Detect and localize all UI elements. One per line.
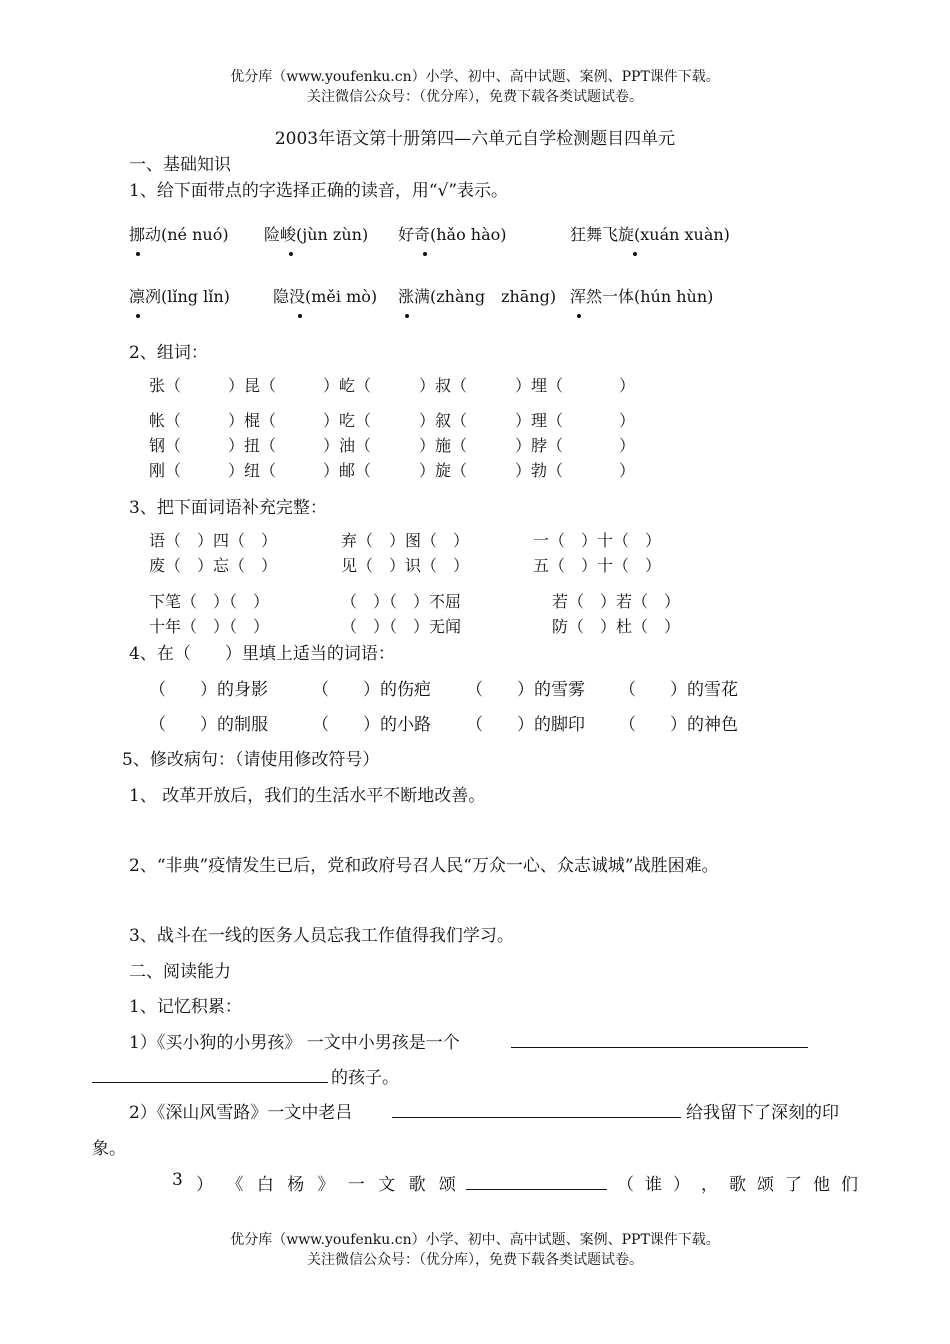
word-group-cell: ）叔（	[419, 376, 468, 395]
idiom-cell: 一（ ）十（ ）	[533, 531, 662, 550]
emphasis-dot	[405, 314, 409, 318]
reading-item-1-suffix: 的孩子。	[331, 1068, 399, 1088]
idiom-cell: 若（ ）若（ ）	[552, 592, 681, 611]
char: 们	[841, 1175, 858, 1195]
footer-line-1: 优分库（www.youfenku.cn）小学、初中、高中试题、案例、PPT课件下载。	[230, 1232, 720, 1248]
idiom-cell: 十年（ ）（ ）	[149, 617, 270, 636]
emphasis-dot	[577, 314, 581, 318]
sentence-item-2: 2、“非典”疫情发生已后，党和政府号召人民“万众一心、众志诚城”战胜困难。	[129, 856, 719, 876]
emphasis-dot	[136, 314, 140, 318]
reading-item-1-text: 1）《买小狗的小男孩》 一文中小男孩是一个	[129, 1033, 460, 1053]
char: 谁	[645, 1175, 662, 1195]
question-5-prompt: 5、修改病句：（请使用修改符号）	[122, 750, 380, 770]
word-group-cell: ）埋（	[515, 376, 564, 395]
char: 歌	[729, 1175, 746, 1195]
question-4-prompt: 4、在（ ）里填上适当的词语：	[129, 644, 395, 664]
emphasis-dot	[298, 314, 302, 318]
pinyin-item: 好奇(hǎo hào)	[398, 225, 507, 244]
char: 》	[317, 1175, 335, 1195]
word-group-cell: ）叙（	[419, 411, 468, 430]
char: 白	[256, 1175, 274, 1195]
char: 《	[226, 1175, 244, 1195]
idiom-cell: 五（ ）十（ ）	[533, 556, 662, 575]
word-group-cell: 张（	[149, 376, 182, 395]
header-line-2: 关注微信公众号：（优分库），免费下载各类试题试卷。	[307, 89, 643, 105]
char: ，	[701, 1175, 718, 1195]
answer-blank[interactable]	[92, 1082, 328, 1083]
idiom-cell: （ ）（ ）不屈	[341, 592, 462, 611]
char: 颂	[757, 1175, 774, 1195]
section-heading-reading: 二、阅读能力	[129, 962, 231, 982]
word-group-cell: ）勃（	[515, 461, 564, 480]
char: 颂	[438, 1175, 456, 1195]
idiom-cell: 见（ ）识（ ）	[341, 556, 470, 575]
word-group-cell: ）理（	[515, 411, 564, 430]
fill-word-cell: （ ）的身影	[149, 680, 268, 700]
pinyin-item: 挪动(né nuó)	[129, 225, 229, 244]
fill-word-cell: （ ）的雪雾	[466, 680, 585, 700]
word-group-cell: ）旋（	[419, 461, 468, 480]
word-group-cell: ）	[619, 376, 636, 395]
word-group-cell: ）昆（	[228, 376, 277, 395]
word-group-cell: ）棍（	[228, 411, 277, 430]
char: 一	[347, 1175, 365, 1195]
char: 杨	[287, 1175, 305, 1195]
idiom-cell: 下笔（ ）（ ）	[149, 592, 270, 611]
word-group-cell: ）邮（	[323, 461, 372, 480]
idiom-cell: 防（ ）杜（ ）	[552, 617, 681, 636]
sentence-item-1: 1、 改革开放后，我们的生活水平不断地改善。	[129, 786, 486, 806]
word-group-cell: ）	[619, 411, 636, 430]
word-group-cell: ）油（	[323, 436, 372, 455]
pinyin-item: 浑然一体(hún hùn)	[570, 287, 714, 306]
reading-item-3-suffix	[617, 1170, 858, 1195]
word-group-cell: 刚（	[149, 461, 182, 480]
word-group-cell: ）扭（	[228, 436, 277, 455]
sentence-item-3: 3、战斗在一线的医务人员忘我工作值得我们学习。	[129, 926, 514, 946]
question-1-prompt: 1、给下面带点的字选择正确的读音，用“√”表示。	[129, 181, 509, 201]
fill-word-cell: （ ）的小路	[312, 715, 431, 735]
pinyin-item: 涨满(zhàng zhāng)	[398, 287, 557, 306]
char: 歌	[408, 1175, 426, 1195]
pinyin-item: 隐没(měi mò)	[273, 287, 378, 306]
question-2-prompt: 2、组词：	[129, 343, 208, 363]
char: ）	[673, 1175, 690, 1195]
pinyin-item: 凛冽(lǐng lǐn)	[129, 287, 230, 306]
char: ）	[196, 1175, 214, 1195]
pinyin-item: 狂舞飞旋(xuán xuàn)	[570, 225, 730, 244]
reading-item-3-text	[172, 1170, 456, 1195]
word-group-cell: ）	[619, 436, 636, 455]
page-title: 2003年语文第十册第四—六单元自学检测题目四单元	[274, 129, 676, 149]
char: （	[617, 1175, 634, 1195]
section-heading-basics: 一、基础知识	[129, 155, 231, 175]
pinyin-item: 险峻(jùn zùn)	[264, 225, 369, 244]
emphasis-dot	[633, 252, 637, 256]
reading-item-2-text: 2）《深山风雪路》一文中老吕	[129, 1103, 353, 1123]
memory-subheading: 1、记忆积累：	[129, 997, 242, 1017]
fill-word-cell: （ ）的伤疤	[312, 680, 431, 700]
char: 文	[378, 1175, 396, 1195]
word-group-cell: ）	[619, 461, 636, 480]
idiom-cell: （ ）（ ）无闻	[341, 617, 462, 636]
word-group-cell: ）屹（	[323, 376, 372, 395]
fill-word-cell: （ ）的神色	[619, 715, 738, 735]
word-group-cell: ）脖（	[515, 436, 564, 455]
word-group-cell: 钢（	[149, 436, 182, 455]
reading-item-2-continuation: 象。	[92, 1139, 126, 1159]
answer-blank[interactable]	[466, 1189, 607, 1190]
char: 了	[785, 1175, 802, 1195]
fill-word-cell: （ ）的雪花	[619, 680, 738, 700]
char: 3	[172, 1170, 183, 1190]
word-group-cell: 帐（	[149, 411, 182, 430]
char: 他	[813, 1175, 830, 1195]
fill-word-cell: （ ）的制服	[149, 715, 268, 735]
reading-item-2-suffix: 给我留下了深刻的印	[686, 1103, 839, 1123]
fill-word-cell: （ ）的脚印	[466, 715, 585, 735]
idiom-cell: 语（ ）四（ ）	[149, 531, 278, 550]
word-group-cell: ）吃（	[323, 411, 372, 430]
answer-blank[interactable]	[511, 1047, 808, 1048]
word-group-cell: ）纽（	[228, 461, 277, 480]
emphasis-dot	[289, 252, 293, 256]
word-group-cell: ）施（	[419, 436, 468, 455]
header-line-1: 优分库（www.youfenku.cn）小学、初中、高中试题、案例、PPT课件下载。	[230, 69, 720, 85]
idiom-cell: 弃（ ）图（ ）	[341, 531, 470, 550]
answer-blank[interactable]	[392, 1117, 681, 1118]
question-3-prompt: 3、把下面词语补充完整：	[129, 498, 327, 518]
idiom-cell: 废（ ）忘（ ）	[149, 556, 278, 575]
footer-line-2: 关注微信公众号：（优分库），免费下载各类试题试卷。	[307, 1252, 643, 1268]
emphasis-dot	[423, 252, 427, 256]
emphasis-dot	[136, 252, 140, 256]
